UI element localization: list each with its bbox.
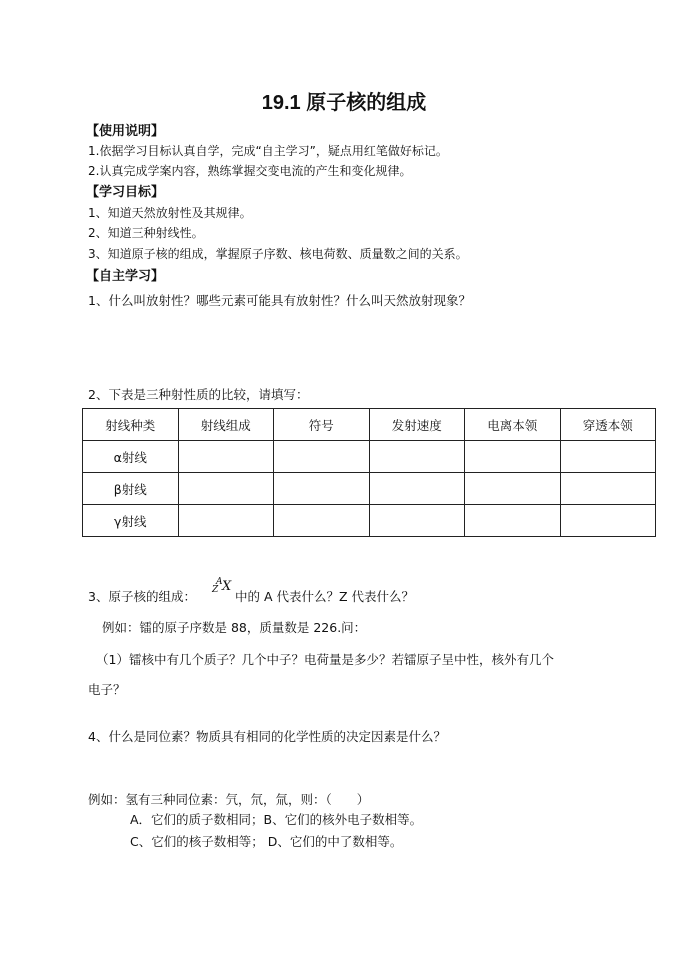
- usage-heading: 【使用说明】: [86, 124, 165, 139]
- ray-type-cell: α射线: [83, 441, 179, 473]
- question-3-example: 例如：镭的原子序数是 88，质量数是 226.问：: [102, 620, 367, 635]
- blank-cell: [465, 505, 561, 537]
- question-4: 4、什么是同位素？物质具有相同的化学性质的决定因素是什么？: [88, 729, 446, 744]
- goal-line-1: 1、知道天然放射性及其规律。: [88, 206, 252, 220]
- self-study-heading: 【自主学习】: [86, 269, 165, 284]
- blank-cell: [369, 441, 465, 473]
- blank-cell: [274, 441, 370, 473]
- table-header-row: [83, 409, 656, 441]
- table-header: 射线种类: [83, 409, 179, 441]
- page-title: 19.1 原子核的组成: [261, 92, 427, 114]
- table-header: 射线组成: [178, 409, 274, 441]
- goal-line-3: 3、知道原子核的组成，掌握原子序数、核电荷数、质量数之间的关系。: [88, 247, 468, 261]
- nuclide-formula: [212, 577, 236, 599]
- usage-line-1: 1.依据学习目标认真自学，完成“自主学习”，疑点用红笔做好标记。: [88, 144, 448, 158]
- table-header: 符号: [274, 409, 370, 441]
- blank-cell: [178, 505, 274, 537]
- goal-line-2: 2、知道三种射线性。: [88, 226, 204, 240]
- question-4-options-cd: C、它们的核子数相等； D、它们的中了数相等。: [130, 834, 403, 849]
- question-4-options-ab: A．它们的质子数相同；B、它们的核外电子数相等。: [130, 812, 423, 827]
- table-header: 发射速度: [369, 409, 465, 441]
- question-3-prefix: 3、原子核的组成：: [88, 589, 196, 604]
- ray-type-cell: γ射线: [83, 505, 179, 537]
- formula-element: X: [222, 579, 232, 594]
- blank-cell: [465, 441, 561, 473]
- question-3-sub1-line1: （1）镭核中有几个质子？几个中子？电荷量是多少？若镭原子呈中性，核外有几个: [96, 652, 554, 667]
- table-header: 穿透本领: [560, 409, 656, 441]
- blank-cell: [560, 505, 656, 537]
- ray-type-cell: β射线: [83, 473, 179, 505]
- blank-cell: [560, 473, 656, 505]
- formula-atomic-number: Z: [212, 585, 219, 595]
- table-row: [83, 473, 656, 505]
- table-header: 电离本领: [465, 409, 561, 441]
- table-row: [83, 505, 656, 537]
- ray-comparison-table: [82, 408, 656, 537]
- blank-cell: [274, 473, 370, 505]
- question-3-suffix: 中的 A 代表什么？Z 代表什么？: [235, 589, 415, 604]
- blank-cell: [178, 441, 274, 473]
- blank-cell: [465, 473, 561, 505]
- blank-cell: [178, 473, 274, 505]
- table-row: [83, 441, 656, 473]
- usage-line-2: 2.认真完成学案内容，熟练掌握交变电流的产生和变化规律。: [88, 164, 412, 178]
- question-4-example: 例如：氢有三种同位素：氕，氘，氚，则：（ ）: [88, 792, 370, 807]
- goals-heading: 【学习目标】: [86, 185, 165, 200]
- blank-cell: [369, 505, 465, 537]
- blank-cell: [560, 441, 656, 473]
- question-1: 1、什么叫放射性？哪些元素可能具有放射性？什么叫天然放射现象？: [88, 293, 471, 308]
- blank-cell: [274, 505, 370, 537]
- question-2: 2、下表是三种射性质的比较，请填写：: [88, 387, 309, 402]
- question-3-sub1-line2: 电子？: [88, 682, 126, 697]
- formula-mass-number: A: [216, 577, 223, 587]
- blank-cell: [369, 473, 465, 505]
